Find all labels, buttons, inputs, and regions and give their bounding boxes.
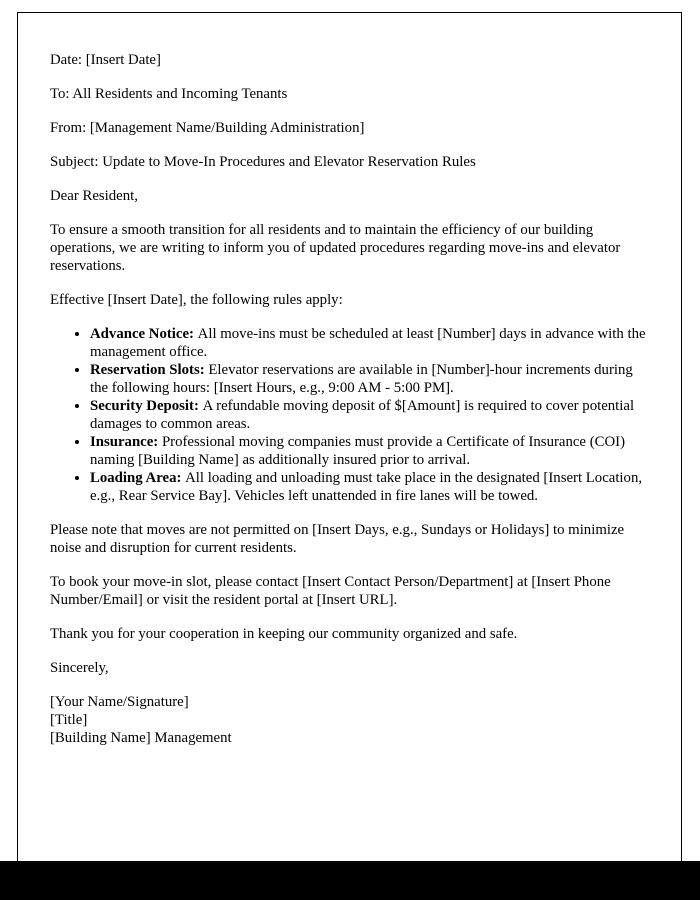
intro-paragraph: To ensure a smooth transition for all residents and to maintain the efficiency of our building operations, we are writing to inform you of updated procedures regarding move-ins and elevator reservations.: [50, 222, 621, 274]
effective-line: Effective [Insert Date], the following rules apply:: [50, 292, 343, 308]
rules-list: [50, 325, 647, 505]
note-paragraph: Please note that moves are not permitted on [Insert Days, e.g., Sundays or Holidays] to minimize noise and disruption for current residents.: [50, 522, 625, 556]
signature-name: [Your Name/Signature]: [50, 694, 189, 710]
to-line: To: All Residents and Incoming Tenants: [50, 86, 288, 102]
rule-item: [90, 397, 647, 433]
booking-paragraph: To book your move-in slot, please contact [Insert Contact Person/Department] at [Insert Phone Number/Email] or visit the resident portal at [Insert URL].: [50, 574, 611, 608]
rule-item: [90, 361, 647, 397]
rule-label: Loading Area:: [90, 470, 186, 486]
rule-label: Advance Notice:: [90, 326, 198, 342]
signature-company: [Building Name] Management: [50, 730, 232, 746]
from-line: From: [Management Name/Building Administration]: [50, 120, 365, 136]
rule-item: [90, 433, 647, 469]
rule-label: Insurance:: [90, 434, 162, 450]
rule-text: All loading and unloading must take place in the designated [Insert Location, e.g., Rear Service Bay]. Vehicles left unattended in fire lanes will be towed.: [90, 470, 643, 504]
rule-item: [90, 469, 647, 505]
greeting: Dear Resident,: [50, 188, 138, 204]
rule-text: A refundable moving deposit of $[Amount] is required to cover potential damages to common areas.: [90, 398, 635, 432]
rule-text: Elevator reservations are available in [Number]-hour increments during the following hours: [Insert Hours, e.g., 9:00 AM - 5:00 PM].: [90, 362, 633, 396]
thanks-paragraph: Thank you for your cooperation in keeping our community organized and safe.: [50, 626, 518, 642]
date-line: Date: [Insert Date]: [50, 52, 161, 68]
signature-title: [Title]: [50, 712, 88, 728]
closing: Sincerely,: [50, 660, 109, 676]
bottom-dark-bar: [0, 861, 700, 900]
letter-page: [17, 12, 682, 862]
rule-text: All move-ins must be scheduled at least [Number] days in advance with the management office.: [90, 326, 646, 360]
subject-line: Subject: Update to Move-In Procedures and Elevator Reservation Rules: [50, 154, 476, 170]
rule-text: Professional moving companies must provide a Certificate of Insurance (COI) naming [Building Name] as additionally insured prior to arrival.: [90, 434, 626, 468]
rule-label: Reservation Slots:: [90, 362, 209, 378]
rule-item: [90, 325, 647, 361]
rule-label: Security Deposit:: [90, 398, 203, 414]
signature-block: [50, 693, 647, 747]
